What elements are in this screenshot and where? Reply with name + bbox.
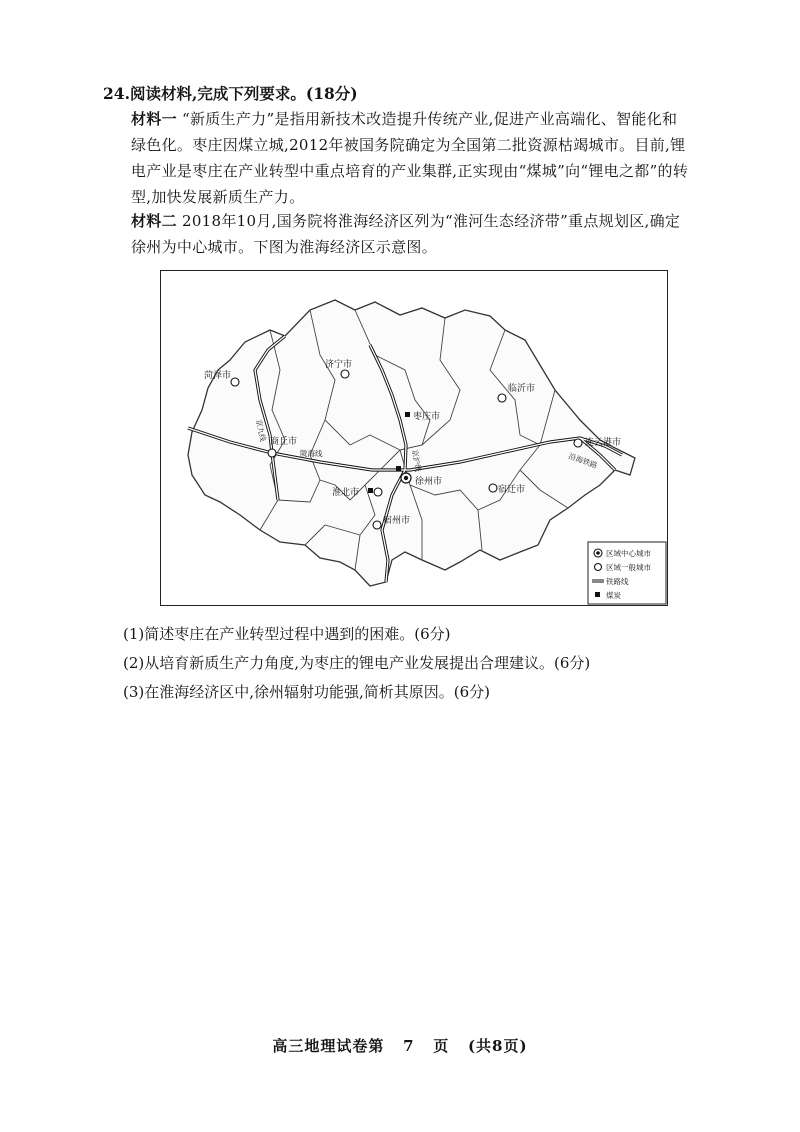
coal-marker-xuzhou [396, 466, 401, 471]
city-marker-suqian [489, 484, 497, 492]
question-item-1: (1)简述枣庄在产业转型过程中遇到的困难。(6分) [123, 625, 451, 643]
city-label-zaozhuang: 枣庄市 [413, 412, 441, 422]
huaihai-economic-zone-map [160, 270, 668, 606]
city-label-huaibei: 淮北市 [332, 488, 360, 498]
city-marker-shangqiu [268, 449, 276, 457]
rail-label-longhai: 陇海线 [300, 449, 323, 458]
coal-marker-huaibei [368, 488, 373, 493]
footer-total: (共8页) [467, 1037, 528, 1055]
legend-general-city: 区域一般城市 [606, 563, 651, 572]
city-label-suqian: 宿迁市 [498, 485, 526, 495]
city-marker-xuzhou [401, 473, 411, 483]
material-two-text: 2018年10月,国务院将淮海经济区列为“淮河生态经济带”重点规划区,确定徐州为中心城市。下图为淮海经济区示意图。 [131, 212, 681, 256]
legend-railway: 铁路线 [606, 577, 629, 586]
city-label-jining: 济宁市 [325, 360, 353, 370]
footer-prefix: 高三地理试卷第 [272, 1037, 385, 1055]
material-two-label: 材料二 [131, 212, 177, 230]
city-marker-huaibei [374, 488, 382, 496]
city-marker-jining [341, 370, 349, 378]
city-marker-linyi [498, 394, 506, 402]
city-label-heze: 菏泽市 [204, 371, 232, 381]
city-marker-heze [231, 378, 239, 386]
map-legend [588, 542, 666, 604]
footer-page-number: 7 [403, 1037, 415, 1055]
city-label-bozhou: 宿州市 [383, 516, 411, 526]
material-two [131, 208, 691, 260]
material-one [131, 106, 691, 210]
material-one-label: 材料一 [131, 110, 177, 128]
material-one-text: “新质生产力”是指用新技术改造提升传统产业,促进产业高端化、智能化和绿色化。枣庄因煤立城,2012年被国务院确定为全国第二批资源枯竭城市。目前,锂电产业是枣庄在产业转型中重点培育的产业集群,正实现由“煤城”向“锂电之都”的转型,加快发展新质生产力。 [131, 110, 689, 206]
rail-label-yanhai: 沿海铁路 [567, 451, 599, 471]
rail-label-jingjiu: 京九线 [254, 418, 268, 443]
footer-page-unit: 页 [433, 1037, 450, 1055]
question-item-2: (2)从培育新质生产力角度,为枣庄的锂电产业发展提出合理建议。(6分) [123, 654, 591, 672]
coal-marker-zaozhuang [405, 412, 410, 417]
page-footer [0, 1035, 800, 1056]
question-item-3: (3)在淮海经济区中,徐州辐射功能强,简析其原因。(6分) [123, 683, 491, 701]
legend-coal: 煤炭 [606, 591, 621, 600]
legend-center-city: 区域中心城市 [606, 549, 651, 558]
city-label-shangqiu: 商丘市 [270, 437, 298, 447]
city-label-xuzhou: 徐州市 [415, 477, 443, 487]
city-label-lianyungang: 连云港市 [585, 438, 622, 448]
city-marker-lianyungang [574, 439, 582, 447]
question-list [123, 620, 590, 707]
question-title: 24.阅读材料,完成下列要求。(18分) [103, 84, 358, 103]
city-marker-bozhou [373, 521, 381, 529]
city-label-linyi: 临沂市 [508, 384, 536, 394]
rail-label-jinghu: 京沪线 [410, 448, 423, 473]
